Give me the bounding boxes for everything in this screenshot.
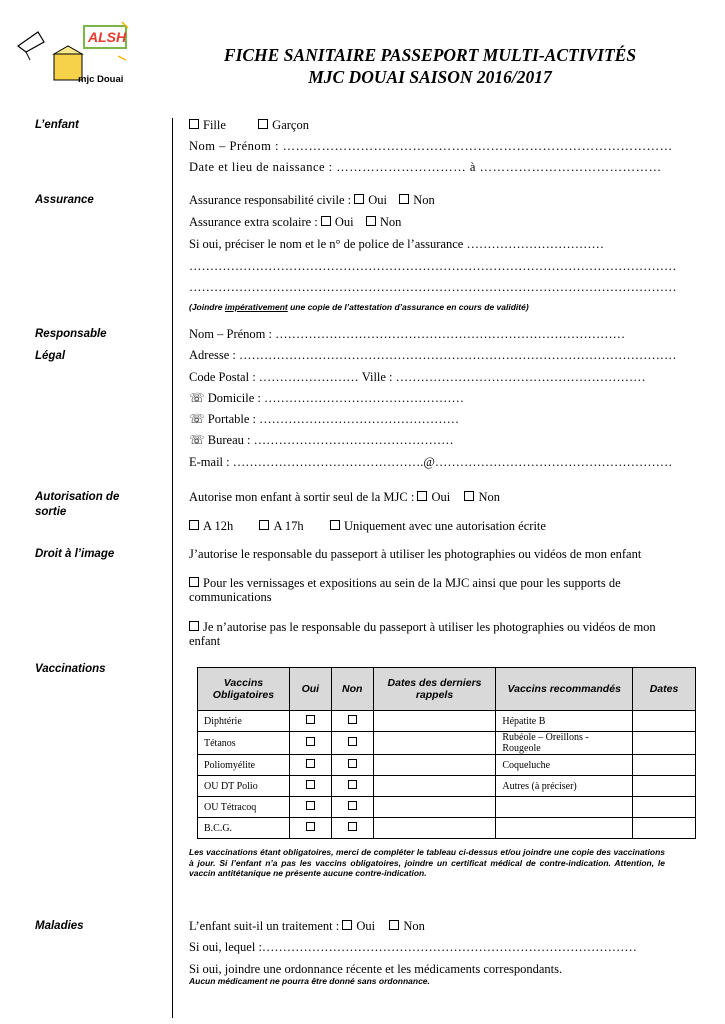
ordonnance-text: Si oui, joindre une ordonnance récente et les médicaments correspondants. bbox=[189, 962, 563, 976]
image-p2-text: Pour les vernissages et expositions au sein de la MJC ainsi que pour les supports de communications bbox=[189, 576, 621, 604]
note-post: une copie de l’attestation d’assurance en cours de validité) bbox=[287, 302, 529, 312]
section-legal: Légal bbox=[35, 350, 66, 362]
horaires-row bbox=[189, 519, 546, 534]
oui-checkbox[interactable] bbox=[306, 801, 315, 810]
resp-domicile-row[interactable] bbox=[189, 391, 464, 406]
oui-cell[interactable] bbox=[289, 797, 331, 818]
domicile-text: Domicile : ………………………………………… bbox=[207, 391, 465, 405]
resp-email-field[interactable]: E-mail : ……………………………………….@………………………………………………… bbox=[189, 455, 673, 469]
vaccin-recom-cell bbox=[496, 797, 633, 818]
resp-cp-field[interactable]: Code Postal : …………………… Ville : …………………………………………………… bbox=[189, 370, 646, 384]
oui-cell[interactable] bbox=[289, 732, 331, 755]
enfant-nom-field[interactable]: Nom – Prénom : ……………………………………………………………………………… bbox=[189, 139, 673, 153]
ecrite-label: Uniquement avec une autorisation écrite bbox=[343, 519, 546, 533]
garcon-label: Garçon bbox=[272, 118, 309, 132]
non-checkbox[interactable] bbox=[348, 737, 357, 746]
col-non: Non bbox=[331, 668, 373, 711]
date-rappel-cell[interactable] bbox=[373, 732, 496, 755]
note-emph: impérativement bbox=[224, 302, 288, 312]
vaccin-recom-cell: Autres (à préciser) bbox=[496, 776, 633, 797]
oui-cell[interactable] bbox=[289, 755, 331, 776]
section-enfant: L’enfant bbox=[35, 119, 79, 131]
table-row bbox=[198, 797, 696, 818]
table-row bbox=[198, 711, 696, 732]
rc-oui-label: Oui bbox=[368, 193, 387, 207]
es-non-label: Non bbox=[379, 215, 402, 229]
non-checkbox[interactable] bbox=[348, 822, 357, 831]
date-rappel-cell[interactable] bbox=[373, 818, 496, 839]
vaccin-oblig-cell: Tétanos bbox=[198, 732, 290, 755]
sortie-oui-label: Oui bbox=[431, 490, 451, 504]
col-vaccins-obligatoires: Vaccins Obligatoires bbox=[198, 668, 290, 711]
traitement-non-checkbox[interactable] bbox=[389, 920, 399, 930]
traitement-row bbox=[189, 919, 425, 934]
traitement-text: L’enfant suit-il un traitement : bbox=[189, 919, 343, 933]
fille-label: Fille bbox=[203, 118, 226, 132]
traitement-non-label: Non bbox=[403, 919, 425, 933]
resp-adresse-field[interactable]: Adresse : …………………………………………………………………………………………… bbox=[189, 348, 677, 362]
oui-checkbox[interactable] bbox=[306, 715, 315, 724]
non-checkbox[interactable] bbox=[348, 801, 357, 810]
section-assurance: Assurance bbox=[35, 194, 94, 206]
non-cell[interactable] bbox=[331, 776, 373, 797]
table-row bbox=[198, 755, 696, 776]
non-checkbox[interactable] bbox=[348, 759, 357, 768]
vaccin-recom-cell: Coqueluche bbox=[496, 755, 633, 776]
title-line-1: FICHE SANITAIRE PASSEPORT MULTI-ACTIVITÉS bbox=[223, 45, 637, 65]
resp-bureau-row[interactable] bbox=[189, 433, 454, 448]
assurance-dots-1[interactable]: ……………………………………………………………………………………………………… bbox=[189, 259, 677, 273]
image-p3-row bbox=[189, 620, 669, 648]
rc-label: Assurance responsabilité civile : bbox=[189, 193, 355, 207]
oui-cell[interactable] bbox=[289, 818, 331, 839]
assurance-dots-2[interactable]: ……………………………………………………………………………………………………… bbox=[189, 280, 677, 294]
col-oui: Oui bbox=[289, 668, 331, 711]
alsh-logo bbox=[14, 20, 132, 92]
date-rappel-cell[interactable] bbox=[373, 797, 496, 818]
table-row bbox=[198, 776, 696, 797]
a12-checkbox[interactable] bbox=[189, 520, 199, 530]
date-cell[interactable] bbox=[633, 755, 696, 776]
divider-line bbox=[172, 118, 173, 1018]
vaccin-recom-cell: Hépatite B bbox=[496, 711, 633, 732]
bureau-text: Bureau : ………………………………………… bbox=[207, 433, 454, 447]
oui-cell[interactable] bbox=[289, 711, 331, 732]
sortie-non-checkbox[interactable] bbox=[464, 491, 474, 501]
table-row bbox=[198, 818, 696, 839]
autorisation-row bbox=[189, 490, 500, 505]
col-dates: Dates bbox=[633, 668, 696, 711]
date-rappel-cell[interactable] bbox=[373, 755, 496, 776]
sexe-row bbox=[189, 118, 309, 133]
fille-checkbox[interactable] bbox=[189, 119, 199, 129]
phone-icon: ☏ bbox=[189, 433, 205, 447]
assurance-note bbox=[189, 302, 529, 313]
vaccin-oblig-cell: B.C.G. bbox=[198, 818, 290, 839]
sortie-non-label: Non bbox=[478, 490, 500, 504]
oui-checkbox[interactable] bbox=[306, 822, 315, 831]
maladies-note: Aucun médicament ne pourra être donné sans ordonnance. bbox=[189, 976, 430, 986]
section-image: Droit à l’image bbox=[35, 548, 115, 560]
resp-nom-field[interactable]: Nom – Prénom : ………………………………………………………………………… bbox=[189, 327, 626, 341]
vaccin-oblig-cell: OU Tétracoq bbox=[198, 797, 290, 818]
vaccin-oblig-cell: OU DT Polio bbox=[198, 776, 290, 797]
logo-sub: mjc Douai bbox=[78, 74, 124, 85]
section-responsable: Responsable bbox=[35, 328, 107, 340]
vaccin-recom-cell bbox=[496, 818, 633, 839]
garcon-checkbox[interactable] bbox=[258, 119, 268, 129]
section-autorisation: Autorisation de bbox=[35, 491, 120, 503]
image-p3-checkbox[interactable] bbox=[189, 621, 199, 631]
a12-label: A 12h bbox=[203, 519, 234, 533]
section-vaccinations: Vaccinations bbox=[35, 663, 106, 675]
image-p3-text: Je n’autorise pas le responsable du passeport à utiliser les photographies ou vidéos de mon enfant bbox=[189, 620, 656, 648]
enfant-naissance-field[interactable]: Date et lieu de naissance : ………………………… à …………………………………… bbox=[189, 160, 662, 174]
title-line-2: MJC DOUAI SAISON 2016/2017 bbox=[308, 67, 552, 87]
date-cell[interactable] bbox=[633, 818, 696, 839]
rc-oui-checkbox[interactable] bbox=[354, 194, 364, 204]
non-cell[interactable] bbox=[331, 711, 373, 732]
rc-non-label: Non bbox=[413, 193, 435, 207]
section-sortie: sortie bbox=[35, 506, 67, 518]
page-title bbox=[150, 44, 710, 88]
image-p2-checkbox[interactable] bbox=[189, 577, 199, 587]
es-oui-label: Oui bbox=[334, 215, 354, 229]
oui-checkbox[interactable] bbox=[306, 759, 315, 768]
es-label: Assurance extra scolaire : bbox=[189, 215, 321, 229]
image-p2-row bbox=[189, 576, 669, 604]
traitement-oui-checkbox[interactable] bbox=[342, 920, 352, 930]
vaccination-table bbox=[197, 667, 696, 839]
es-non-checkbox[interactable] bbox=[366, 216, 376, 226]
col-vaccins-recommandes: Vaccins recommandés bbox=[496, 668, 633, 711]
date-rappel-cell[interactable] bbox=[373, 711, 496, 732]
col-dates-rappels: Dates des derniers rappels bbox=[373, 668, 496, 711]
vaccin-oblig-cell: Diphtérie bbox=[198, 711, 290, 732]
image-p1: J’autorise le responsable du passeport à utiliser les photographies ou vidéos de mon enfant bbox=[189, 547, 642, 561]
assurance-es-row bbox=[189, 215, 401, 230]
date-cell[interactable] bbox=[633, 732, 696, 755]
table-header-row bbox=[198, 668, 696, 711]
portable-text: Portable : ………………………………………… bbox=[207, 412, 460, 426]
oui-checkbox[interactable] bbox=[306, 737, 315, 746]
traitement-oui-label: Oui bbox=[356, 919, 376, 933]
a17-checkbox[interactable] bbox=[259, 520, 269, 530]
non-cell[interactable] bbox=[331, 797, 373, 818]
non-checkbox[interactable] bbox=[348, 715, 357, 724]
phone-icon: ☏ bbox=[189, 391, 205, 405]
non-checkbox[interactable] bbox=[348, 780, 357, 789]
table-row bbox=[198, 732, 696, 755]
non-cell[interactable] bbox=[331, 732, 373, 755]
assurance-rc-row bbox=[189, 193, 435, 208]
vaccination-note: Les vaccinations étant obligatoires, merci de compléter le tableau ci-dessus et/ou joindre une copie des vaccinations à jour. Si l’enfant n’a pas les vaccins obligatoires, joindre un certificat médical de contre-indication. Attention, le vaccin antitétanique ne présente aucune contre-indication. bbox=[189, 847, 665, 878]
a17-label: A 17h bbox=[273, 519, 304, 533]
rc-non-checkbox[interactable] bbox=[399, 194, 409, 204]
oui-checkbox[interactable] bbox=[306, 780, 315, 789]
assurance-police-field[interactable]: Si oui, préciser le nom et le n° de police de l’assurance …………………………… bbox=[189, 237, 604, 251]
date-cell[interactable] bbox=[633, 797, 696, 818]
date-cell[interactable] bbox=[633, 776, 696, 797]
section-maladies: Maladies bbox=[35, 920, 84, 932]
non-cell[interactable] bbox=[331, 818, 373, 839]
phone-icon: ☏ bbox=[189, 412, 205, 426]
sortie-oui-checkbox[interactable] bbox=[417, 491, 427, 501]
date-rappel-cell[interactable] bbox=[373, 776, 496, 797]
vaccin-recom-cell: Rubéole – Oreillons - Rougeole bbox=[496, 732, 633, 755]
oui-cell[interactable] bbox=[289, 776, 331, 797]
autorisation-text: Autorise mon enfant à sortir seul de la MJC : bbox=[189, 490, 418, 504]
note-pre: (Joindre bbox=[189, 302, 225, 312]
ecrite-checkbox[interactable] bbox=[330, 520, 340, 530]
resp-portable-row[interactable] bbox=[189, 412, 459, 427]
logo-text: ALSH bbox=[88, 29, 127, 45]
vaccin-oblig-cell: Poliomyélite bbox=[198, 755, 290, 776]
es-oui-checkbox[interactable] bbox=[321, 216, 331, 226]
non-cell[interactable] bbox=[331, 755, 373, 776]
lequel-field[interactable]: Si oui, lequel :……………………………………………………………………………… bbox=[189, 940, 637, 954]
date-cell[interactable] bbox=[633, 711, 696, 732]
